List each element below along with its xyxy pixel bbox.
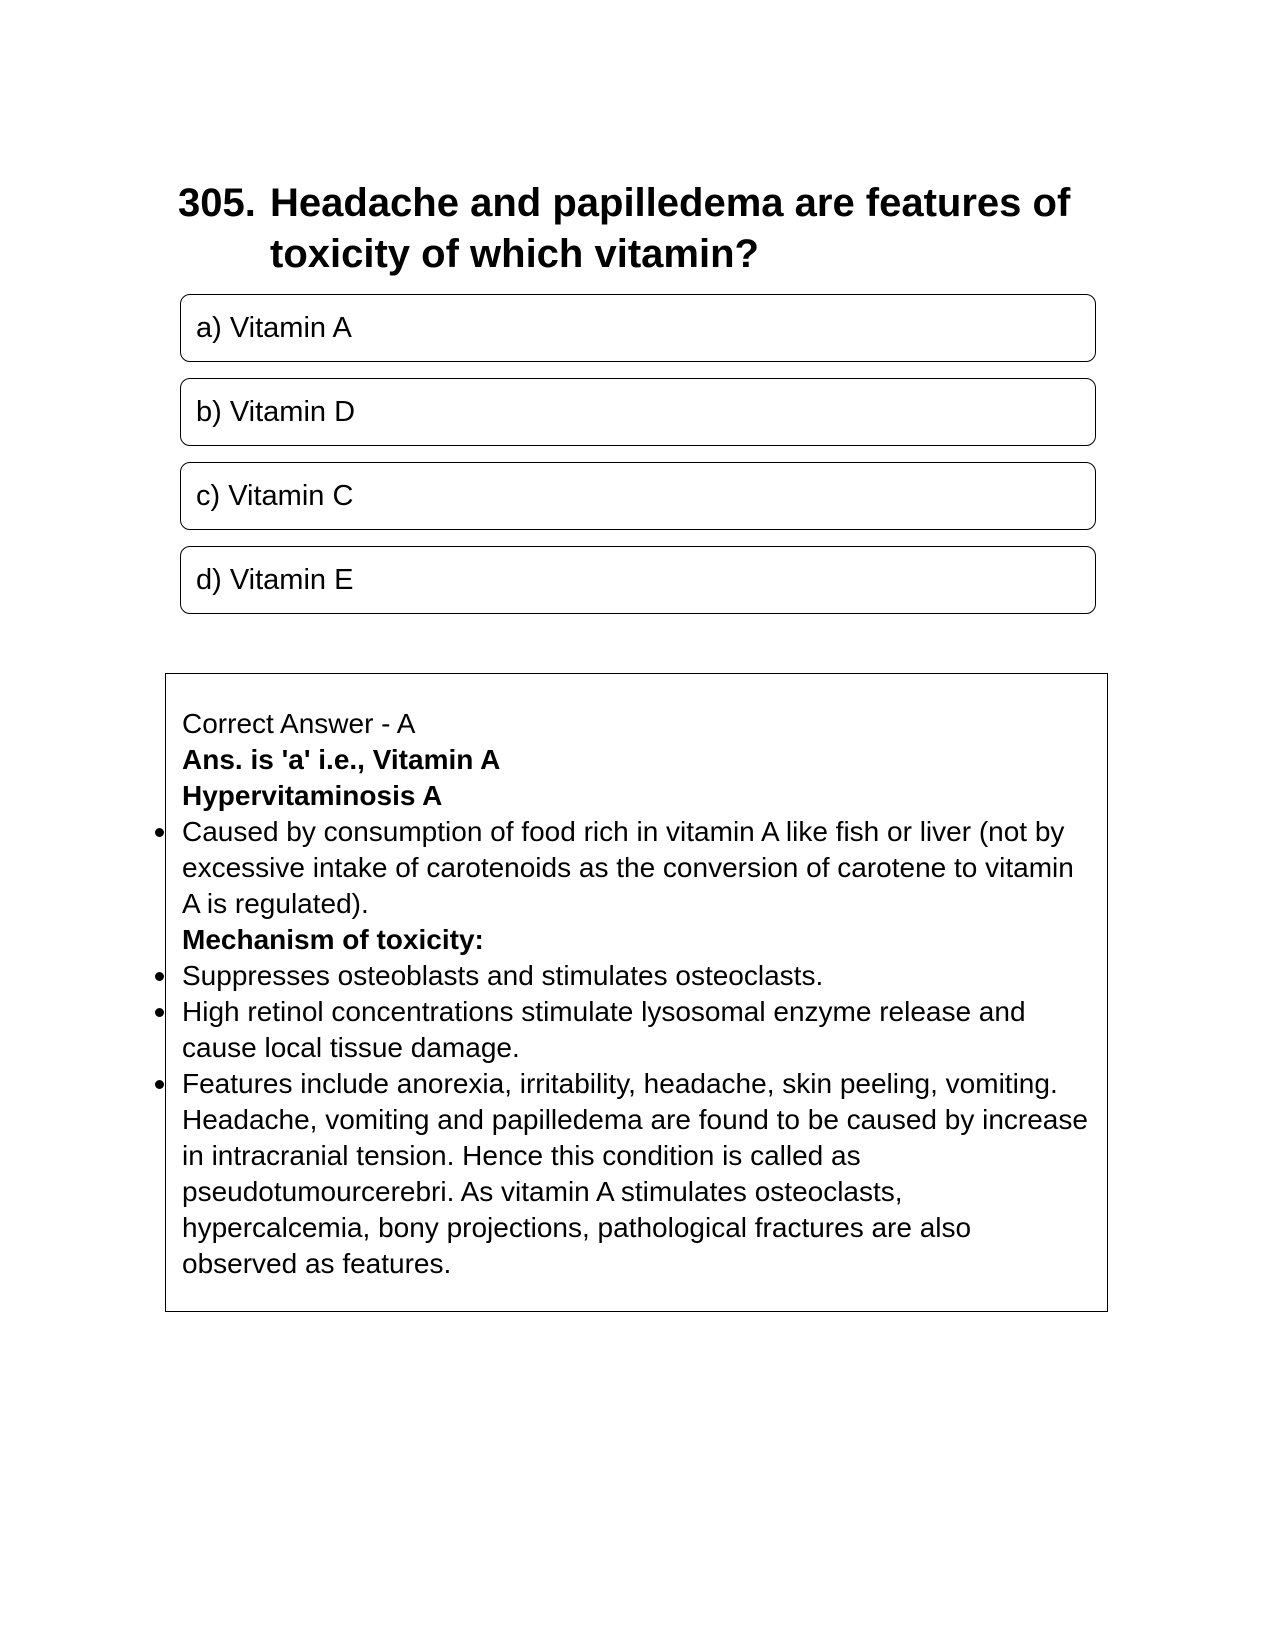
question-heading [178,178,1098,280]
option-a-label: a) Vitamin A [196,311,352,344]
option-a[interactable] [180,294,1096,362]
option-b-label: b) Vitamin D [196,395,356,428]
bullet-item-retinol: High retinol concentrations stimulate lysosomal enzyme release and cause local tissue damage. [182,994,1089,1066]
bullet-item-osteoblasts: Suppresses osteoblasts and stimulates osteoclasts. [182,958,1089,994]
answer-explanation-box [165,673,1108,1312]
question-text: Headache and papilledema are features of toxicity of which vitamin? [270,181,1071,276]
option-d-label: d) Vitamin E [196,563,354,596]
section-heading-mechanism: Mechanism of toxicity: [182,924,484,955]
option-c[interactable] [180,462,1096,530]
option-b[interactable] [180,378,1096,446]
option-d[interactable] [180,546,1096,614]
answer-statement: Ans. is 'a' i.e., Vitamin A [182,744,501,775]
bullet-item-cause: Caused by consumption of food rich in vitamin A like fish or liver (not by excessive intake of carotenoids as the conversion of carotene to vitamin A is regulated). [182,814,1089,922]
options-list [180,294,1096,630]
option-c-label: c) Vitamin C [196,479,354,512]
correct-answer: Correct Answer - A [182,708,416,739]
bullet-item-features: Features include anorexia, irritability, headache, skin peeling, vomiting. Headache, vomiting and papilledema are found to be caused by increase in intracranial tension. Hence this condition is called as pseudotumourcerebri. As vitamin A stimulates osteoclasts, hypercalcemia, bony projections, pathological fractures are also observed as features. [182,1066,1089,1282]
section-heading-hypervitaminosis: Hypervitaminosis A [182,780,443,811]
question-number: 305. [178,181,256,225]
